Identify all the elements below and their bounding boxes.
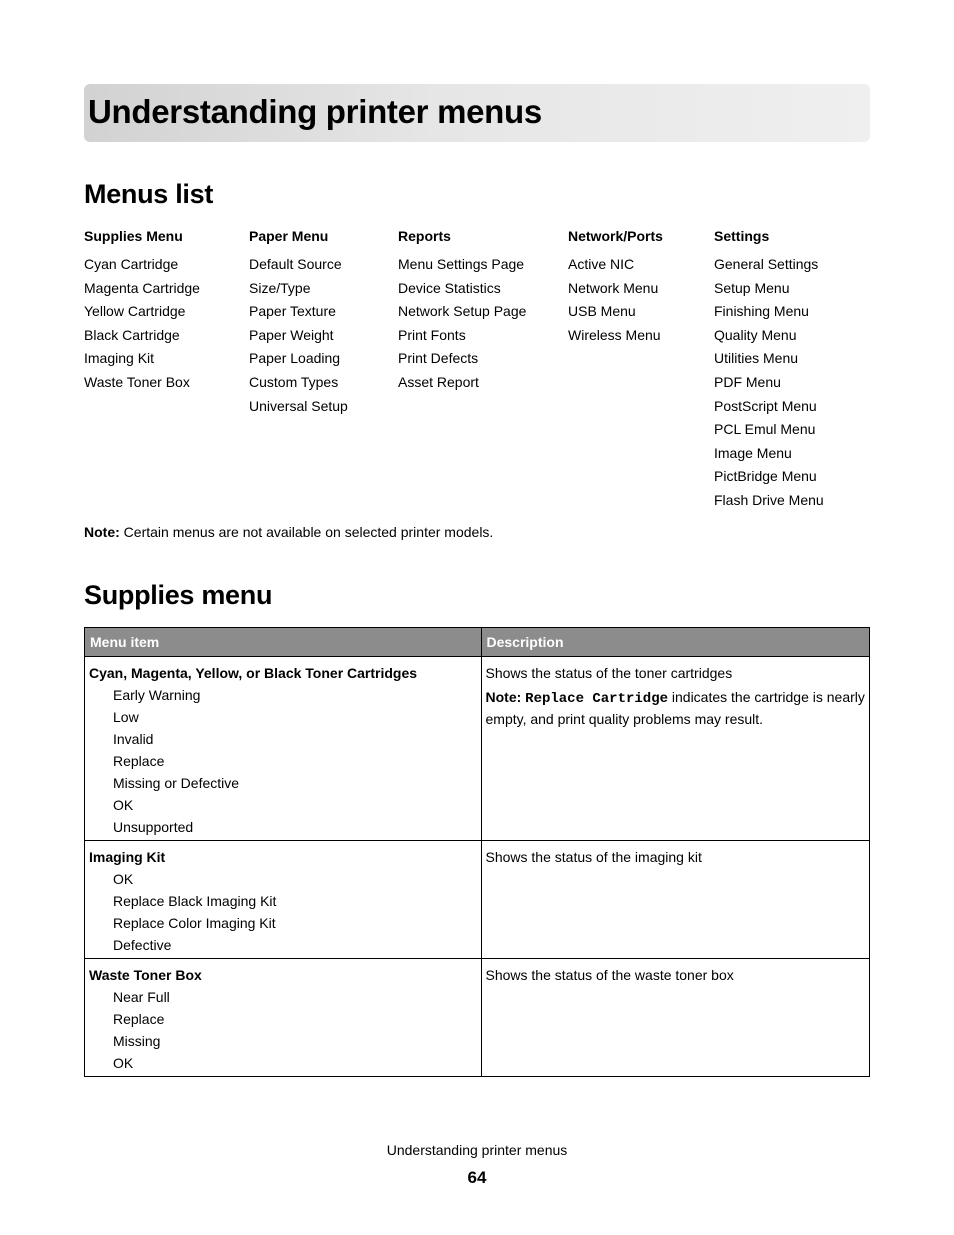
menu-list-item: Image Menu: [714, 444, 792, 461]
description-text: Shows the status of the imaging kit: [485, 849, 702, 865]
menu-list-item: General Settings: [714, 256, 819, 272]
menus-column-network-ports: [568, 226, 663, 348]
menu-sub-item: Replace: [113, 753, 165, 769]
menu-sub-item: Early Warning: [113, 687, 201, 703]
menu-sub-item: Replace: [113, 1011, 165, 1027]
menu-list-item: Print Fonts: [398, 326, 466, 343]
column-header: Network/Ports: [568, 228, 663, 244]
note-text: indicates the cartridge is nearly empty, and print quality problems may result.: [485, 689, 865, 727]
menu-list-item: Default Source: [249, 256, 342, 272]
menu-item-title: Imaging Kit: [89, 849, 166, 865]
menu-sub-item: Unsupported: [113, 819, 194, 835]
menu-list-item: Utilities Menu: [714, 350, 799, 367]
table-row: [85, 657, 870, 841]
table-header-row: [85, 628, 870, 657]
column-header: Paper Menu: [249, 228, 329, 244]
menu-list-item: PCL Emul Menu: [714, 421, 816, 438]
menu-list-item: Menu Settings Page: [398, 256, 525, 272]
page-number: 64: [467, 1168, 487, 1187]
menu-list-item: Finishing Menu: [714, 303, 809, 320]
menu-list-item: Setup Menu: [714, 279, 790, 296]
description-cell: [481, 959, 870, 1077]
menu-item-cell: [85, 959, 482, 1077]
menu-list-item: Paper Weight: [249, 326, 334, 343]
menus-column-paper: [249, 226, 348, 419]
menu-list-item: Size/Type: [249, 279, 311, 296]
supplies-menu-table: [84, 627, 870, 1077]
description-text: Shows the status of the toner cartridges: [485, 665, 733, 681]
menu-item-title: Waste Toner Box: [89, 967, 202, 983]
menu-item-title: Cyan, Magenta, Yellow, or Black Toner Cartridges: [89, 665, 418, 681]
menu-list-item: Universal Setup: [249, 397, 348, 414]
menu-list-item: Flash Drive Menu: [714, 491, 824, 508]
menu-sub-item: OK: [113, 797, 134, 813]
menu-list-item: PictBridge Menu: [714, 468, 817, 485]
menu-sub-item: Missing: [113, 1033, 161, 1049]
menus-column-settings: [714, 226, 824, 514]
menu-list-item: Custom Types: [249, 373, 339, 390]
note-text: Certain menus are not available on selected printer models.: [119, 524, 494, 540]
description-cell: [481, 841, 870, 959]
menu-sub-item: Replace Color Imaging Kit: [113, 915, 276, 931]
description-text: Shows the status of the waste toner box: [485, 967, 734, 983]
menu-list-item: Device Statistics: [398, 279, 501, 296]
menu-sub-item: Missing or Defective: [113, 775, 240, 791]
menu-sub-item: OK: [113, 871, 134, 887]
menu-list-item: USB Menu: [568, 303, 636, 320]
menu-sub-item: Defective: [113, 937, 172, 953]
menu-list-item: Network Menu: [568, 279, 659, 296]
menu-list-item: Paper Loading: [249, 350, 341, 367]
menu-sub-item: Low: [113, 709, 139, 725]
menu-list-item: Paper Texture: [249, 303, 336, 320]
menu-item-cell: [85, 657, 482, 841]
menu-list-item: Waste Toner Box: [84, 373, 190, 390]
menus-note: [84, 522, 493, 542]
menu-sub-item: OK: [113, 1055, 134, 1071]
menu-list-item: Network Setup Page: [398, 303, 527, 320]
menu-list-item: Magenta Cartridge: [84, 279, 200, 296]
menu-sub-item: Replace Black Imaging Kit: [113, 893, 277, 909]
supplies-menu-title: Supplies menu: [84, 580, 273, 610]
menu-list-item: PostScript Menu: [714, 397, 817, 414]
column-header-description: Description: [481, 628, 870, 657]
description-cell: [481, 657, 870, 841]
menu-list-item: Quality Menu: [714, 326, 797, 343]
menu-list-item: Active NIC: [568, 256, 635, 272]
note-code: Replace Cartridge: [525, 691, 668, 707]
menus-column-reports: [398, 226, 526, 396]
menu-item-cell: [85, 841, 482, 959]
table-row: [85, 959, 870, 1077]
column-header-menu-item: Menu item: [85, 628, 482, 657]
menu-list-item: Imaging Kit: [84, 350, 155, 367]
description-note: [486, 687, 866, 729]
menu-list-item: PDF Menu: [714, 373, 781, 390]
menu-list-item: Yellow Cartridge: [84, 303, 186, 320]
menu-list-item: Print Defects: [398, 350, 479, 367]
footer-text: Understanding printer menus: [386, 1142, 568, 1158]
menus-list-title: Menus list: [84, 179, 214, 209]
menu-list-item: Cyan Cartridge: [84, 256, 179, 272]
column-header: Supplies Menu: [84, 228, 183, 244]
chapter-title: Understanding printer menus: [88, 93, 542, 130]
menu-list-item: Wireless Menu: [568, 326, 661, 343]
table-row: [85, 841, 870, 959]
note-label: Note:: [485, 689, 522, 705]
column-header: Reports: [398, 228, 451, 244]
note-label: Note:: [84, 524, 120, 540]
menu-sub-item: Invalid: [113, 731, 154, 747]
menu-list-item: Black Cartridge: [84, 326, 180, 343]
column-header: Settings: [714, 228, 770, 244]
menu-sub-item: Near Full: [113, 989, 170, 1005]
menu-list-item: Asset Report: [398, 373, 479, 390]
menus-column-supplies: [84, 226, 200, 396]
